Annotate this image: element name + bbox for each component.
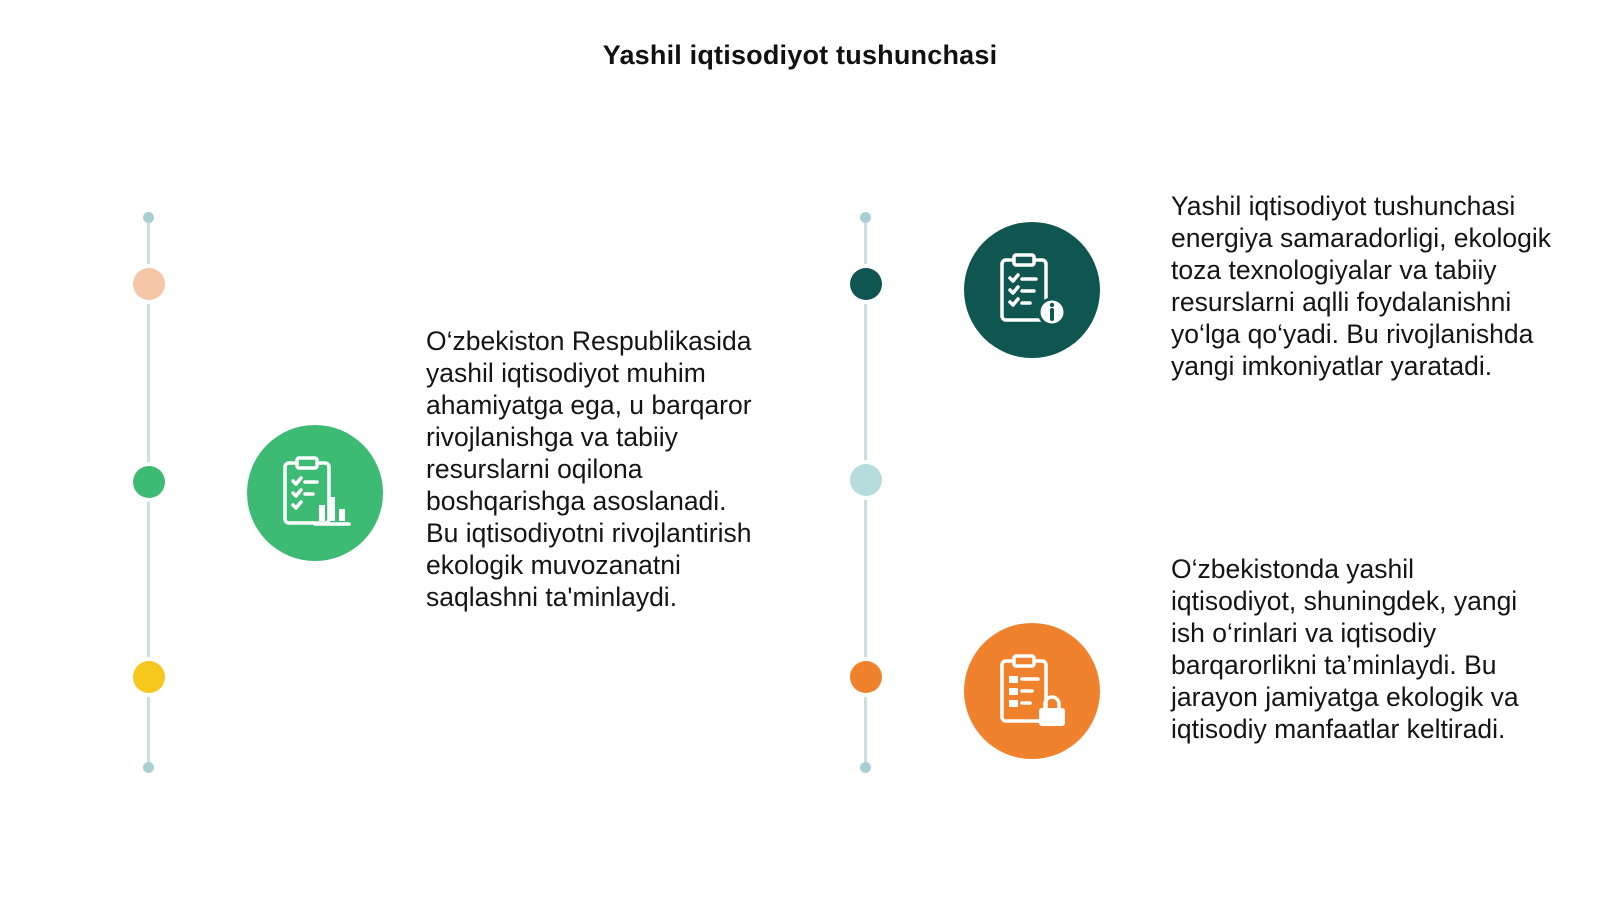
timeline-node-pale-teal — [850, 464, 882, 496]
timeline-node-green — [133, 466, 165, 498]
timeline-node-dark-teal — [850, 268, 882, 300]
clipboard-info-icon — [964, 222, 1100, 358]
timeline-cap-bottom — [860, 762, 871, 773]
right-top-description: Yashil iqtisodiyot tushunchasi energiya samaradorligi, ekologik toza texnologiyalar va tabiiy resurslarni aqlli foydalanishni yo‘lga qo‘yadi. Bu rivojlanishda yangi imkoniyatlar yaratadi. — [1171, 191, 1552, 381]
timeline-cap-top — [860, 212, 871, 223]
timeline-node-orange — [850, 661, 882, 693]
timeline-node-yellow — [133, 661, 165, 693]
timeline-cap-bottom — [143, 762, 154, 773]
timeline-cap-top — [143, 212, 154, 223]
clipboard-chart-icon — [247, 425, 383, 561]
clipboard-lock-icon — [964, 623, 1100, 759]
timeline-node-peach — [133, 268, 165, 300]
timeline-left — [129, 216, 169, 769]
right-bottom-description: O‘zbekistonda yashil iqtisodiyot, shuningdek, yangi ish o‘rinlari va iqtisodiy barqarorlikni ta’minlaydi. Bu jarayon jamiyatga ekologik va iqtisodiy manfaatlar keltiradi. — [1171, 554, 1519, 744]
page-title: Yashil iqtisodiyot tushunchasi — [602, 40, 998, 70]
timeline-right — [846, 216, 886, 769]
left-description: O‘zbekiston Respublikasida yashil iqtisodiyot muhim ahamiyatga ega, u barqaror rivojlanishga va tabiiy resurslarni oqilona boshqarishga asoslanadi. Bu iqtisodiyotni rivojlantirish ekologik muvozanatni saqlashni ta'minlaydi. — [426, 326, 752, 612]
